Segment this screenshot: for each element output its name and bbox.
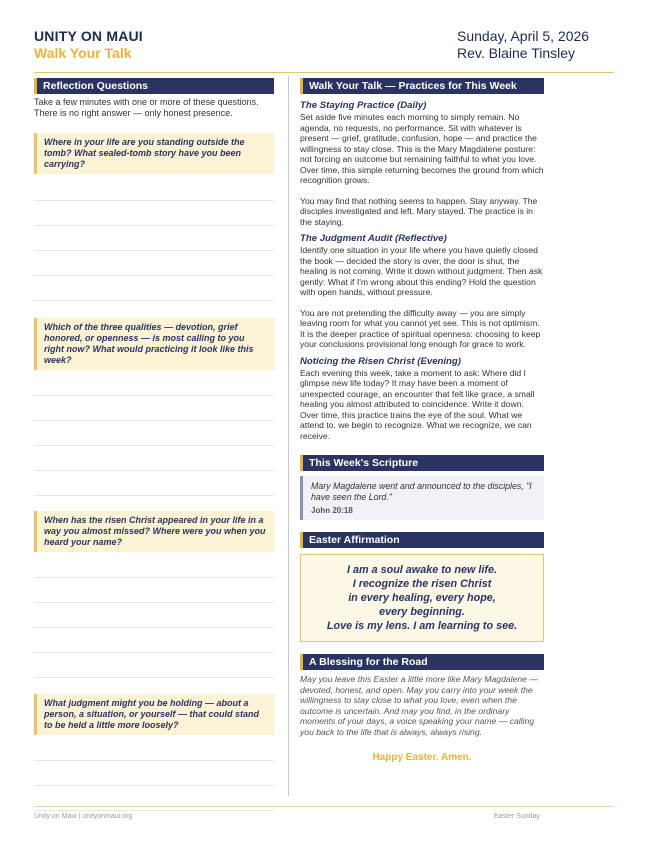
column-divider <box>288 76 289 796</box>
writing-line <box>34 250 274 251</box>
writing-line <box>34 445 274 446</box>
affirmation-line: Love is my lens. I am learning to see. <box>326 620 518 632</box>
writing-line <box>34 200 274 201</box>
practice-text: Set aside five minutes each morning to simply remain. No agenda, no requests, no performance. Sit with whatever is present — grief, gratitude, confusion, hope — and practice the willingness to stay close. This is the Mary Magdalene posture: not forcing an outcome but remaining faithful to what you love. Over time, this simple returning becomes the ground from which recognition grows. <box>300 112 544 185</box>
blessing-text: May you leave this Easter a little more like Mary Magdalene — devoted, honest, and open. May you carry into your week the willingness to stay close to what you love, even when the outcome is uncertain. And may you find, in the ordinary moments of your days, a voice speaking your name — calling you back to the life that is always, always rising. <box>300 674 538 737</box>
page-header <box>34 26 590 66</box>
footer-right: Easter Sunday <box>494 813 540 820</box>
writing-line <box>34 275 274 276</box>
writing-line <box>34 677 274 678</box>
scripture-heading: This Week's Scripture <box>300 455 544 471</box>
practice-title: The Staying Practice (Daily) <box>300 100 427 111</box>
reflection-intro: Take a few minutes with one or more of these questions. There is no right answer — only honest presence. <box>34 97 259 118</box>
footer-left: Unity on Maui | unityonmaui.org <box>34 813 133 820</box>
writing-line <box>34 785 274 786</box>
reflection-heading: Reflection Questions <box>34 78 274 94</box>
writing-line <box>34 495 274 496</box>
practice-text: You are not pretending the difficulty away — you are simply leaving room for what you cannot yet see. This is not optimism. It is the deeper practice of spiritual openness: choosing to keep your conclusions provisional long enough for grace to work. <box>300 307 541 349</box>
reflection-question: Which of the three qualities — devotion, grief honored, or openness — is most calling to you right now? What would practicing it look like this week? <box>34 318 274 370</box>
writing-line <box>34 627 274 628</box>
practice-text: Each evening this week, take a moment to ask: Where did I glimpse new life today? It may have been a moment of unexpected courage, an encounter that felt like grace, a small healing you almost attributed to coincidence. Write it down. Over time, this practice trains the eye of the soul. What we attend to, we begin to recognize. What we recognize, we can receive. <box>300 367 535 441</box>
practices-column <box>300 78 544 763</box>
affirmation-line: I am a soul awake to new life. <box>346 564 497 576</box>
blessing-heading: A Blessing for the Road <box>300 654 544 670</box>
writing-line <box>34 395 274 396</box>
scripture-text: Mary Magdalene went and announced to the disciples, "I have seen the Lord." <box>311 481 532 502</box>
pastor-name: Rev. Blaine Tinsley <box>457 45 576 61</box>
practices-heading: Walk Your Talk — Practices for This Week <box>300 78 544 94</box>
practice-text: Identify one situation in your life where you have quietly closed the book — decided the story is over, the door is shut, the healing is not coming. Write it down without judgment. Then ask gently: What if I'm wrong about this ending? Hold the question with open hands, without pressure. <box>300 245 543 297</box>
reflection-question: What judgment might you be holding — about a person, a situation, or yourself — that could stand to be held a little more loosely? <box>34 694 274 735</box>
reflection-question: Where in your life are you standing outside the tomb? What sealed-tomb story have you been carrying? <box>34 133 274 174</box>
writing-line <box>34 420 274 421</box>
reflection-question: When has the risen Christ appeared in your life in a way you almost missed? Where were you when you heard your name? <box>34 511 274 552</box>
writing-line <box>34 602 274 603</box>
practice-text: You may find that nothing seems to happen. Stay anyway. The disciples investigated and left. Mary stayed. The practice is in the staying. <box>300 195 538 227</box>
scripture-box <box>300 476 544 520</box>
writing-line <box>34 652 274 653</box>
writing-line <box>34 760 274 761</box>
org-name: UNITY ON MAUI <box>34 28 143 44</box>
affirmation-line: every beginning. <box>379 606 465 618</box>
writing-line <box>34 225 274 226</box>
affirmation-line: I recognize the risen Christ <box>352 578 492 590</box>
affirmation-heading: Easter Affirmation <box>300 532 544 548</box>
practice-title: Noticing the Risen Christ (Evening) <box>300 355 461 367</box>
scripture-reference: John 20:18 <box>311 506 353 515</box>
closing-text: Happy Easter. Amen. <box>372 752 472 763</box>
affirmation-line: in every healing, every hope, <box>348 592 496 604</box>
header-rule <box>34 72 614 73</box>
footer-rule <box>34 806 614 807</box>
practice-title: The Judgment Audit (Reflective) <box>300 233 447 244</box>
service-date: Sunday, April 5, 2026 <box>457 28 590 44</box>
writing-line <box>34 300 274 301</box>
writing-line <box>34 577 274 578</box>
writing-line <box>34 470 274 471</box>
affirmation-box <box>300 554 544 642</box>
series-subtitle: Walk Your Talk <box>34 45 132 61</box>
writing-line <box>34 810 274 811</box>
reflection-column <box>34 78 274 811</box>
